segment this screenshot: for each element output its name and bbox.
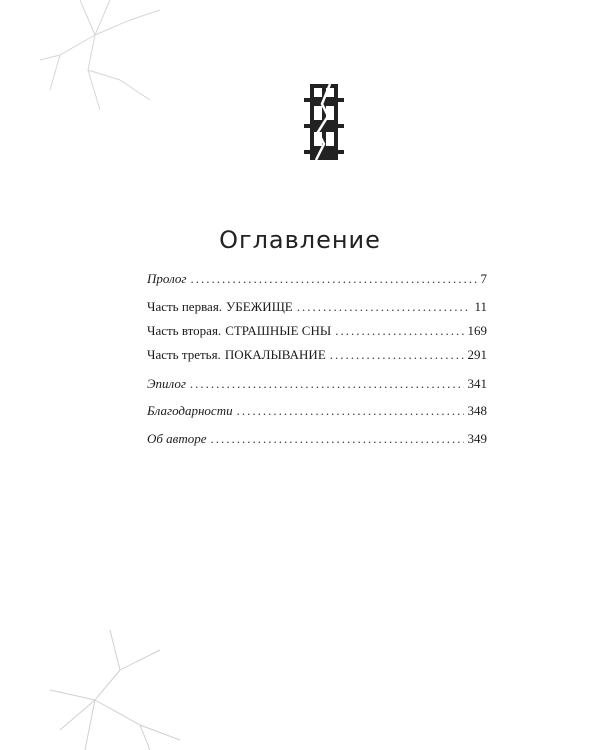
toc-entry-label: Часть первая.	[147, 299, 223, 314]
toc-entry-epilogue[interactable]	[147, 375, 487, 393]
toc-entry-label: Часть вторая.	[147, 323, 222, 338]
toc-entry-prologue[interactable]	[147, 270, 487, 288]
toc-leader-dots	[190, 270, 476, 288]
toc-leader-dots	[237, 402, 464, 420]
toc-entry-part-one[interactable]	[147, 298, 487, 316]
toc-leader-dots	[297, 298, 471, 316]
toc-entry-label: Благодарности	[147, 403, 233, 418]
toc-entry-page: 348	[467, 403, 487, 418]
glass-crack-icon	[50, 630, 180, 750]
toc-entry-part-two[interactable]	[147, 322, 487, 340]
toc-entry-part-three[interactable]	[147, 346, 487, 364]
toc-entry-about-author[interactable]	[147, 430, 487, 448]
toc-entry-label-group	[147, 298, 293, 316]
toc-entry-label-group	[147, 322, 331, 340]
toc-entry-page: 11	[474, 299, 487, 314]
toc-leader-dots	[190, 375, 464, 393]
toc-entry-page: 169	[467, 323, 487, 338]
toc-leader-dots	[210, 430, 463, 448]
toc-entry-label: Пролог	[147, 271, 187, 286]
toc-entry-label: Об авторе	[147, 431, 207, 446]
toc-leader-dots	[330, 346, 464, 364]
toc-entry-page: 349	[467, 431, 487, 446]
toc-entry-part-title: СТРАШНЫЕ СНЫ	[225, 323, 332, 338]
toc-entry-label: Эпилог	[147, 376, 186, 391]
toc-entry-page: 341	[467, 376, 487, 391]
toc-entry-part-title: ПОКАЛЫВАНИЕ	[224, 347, 326, 362]
toc-leader-dots	[335, 322, 463, 340]
toc-entry-page: 291	[467, 347, 487, 362]
page-title: Оглавление	[219, 226, 381, 255]
toc-entry-part-title: УБЕЖИЩЕ	[226, 299, 293, 314]
toc-entry-page: 7	[480, 271, 487, 286]
toc-entry-label: Часть третья.	[147, 347, 221, 362]
glass-crack-icon	[40, 0, 160, 110]
toc-entry-acknowledgements[interactable]	[147, 402, 487, 420]
cracked-window-icon	[300, 82, 348, 162]
toc-entry-label-group	[147, 346, 326, 364]
